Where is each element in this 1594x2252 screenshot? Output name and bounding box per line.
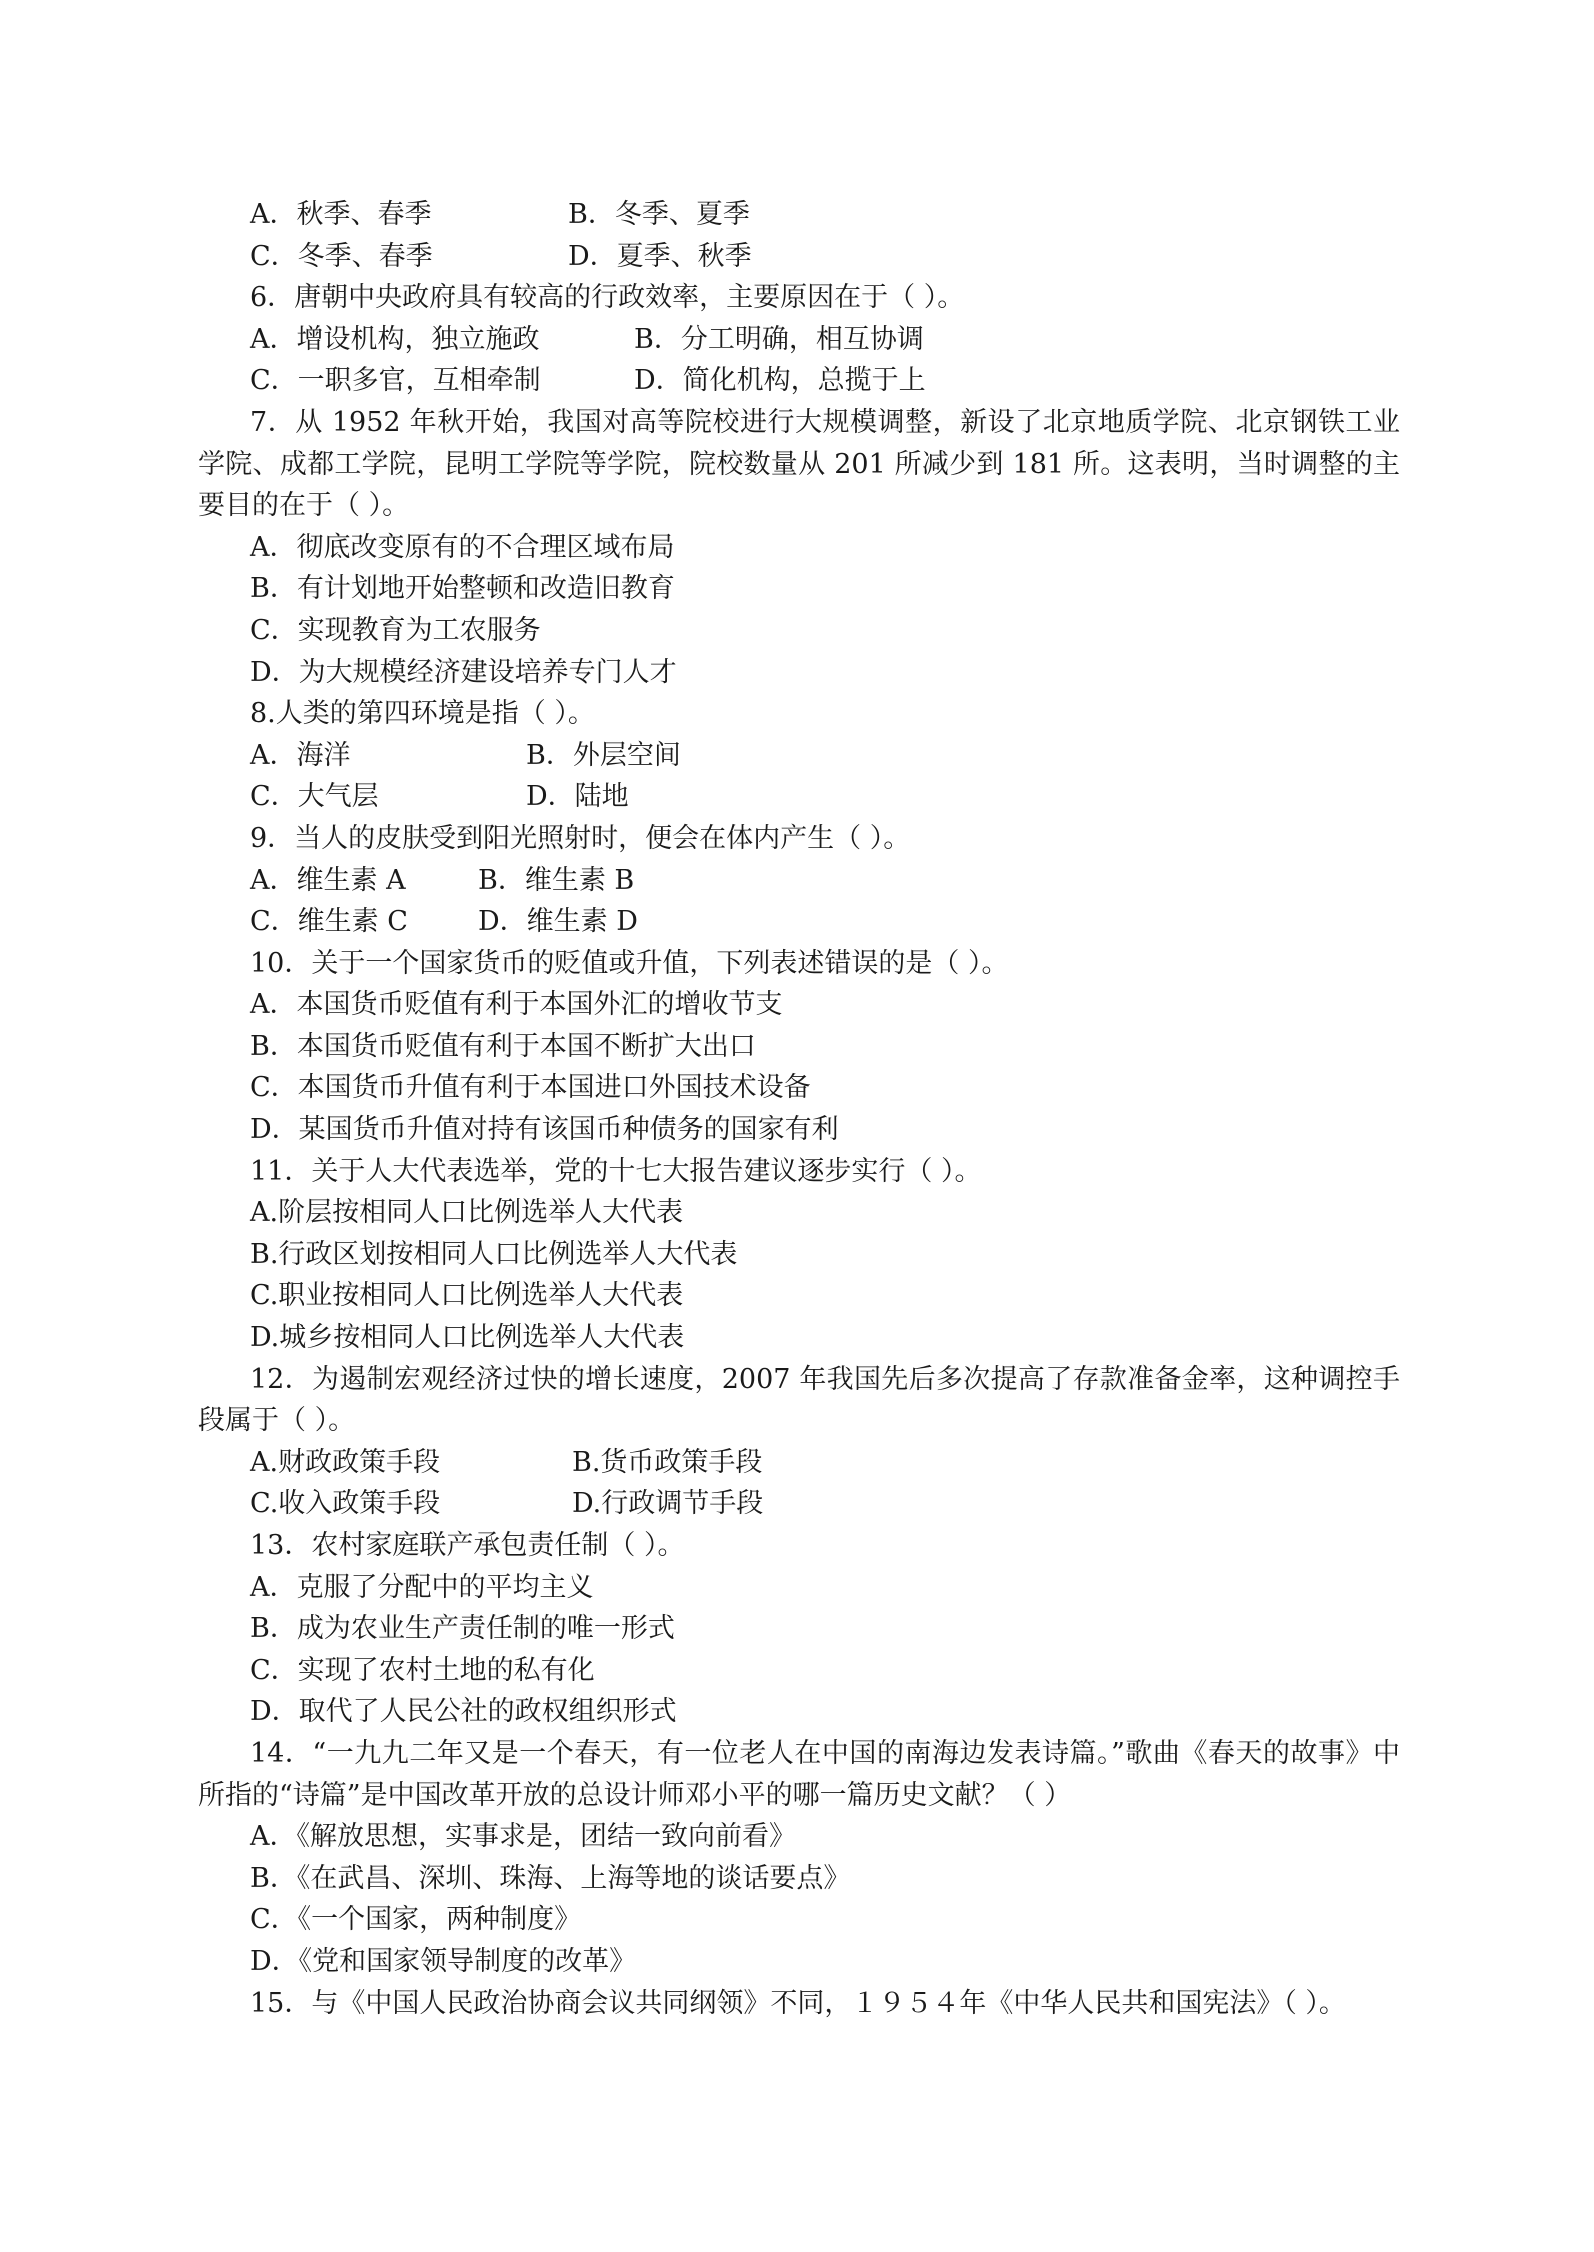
q6-option-a: A．增设机构，独立施政: [250, 323, 540, 355]
q12-options-row-1: [198, 1442, 1400, 1484]
q13-option-d: D．取代了人民公社的政权组织形式: [250, 1696, 677, 1728]
q9-options-row-2: [198, 901, 1400, 943]
q5-option-a: A．秋季、春季: [250, 199, 432, 230]
q12-option-d: D.行政调节手段: [572, 1488, 764, 1520]
q7-option-d: D．为大规模经济建设培养专门人才: [250, 656, 677, 688]
q9-stem: 9．当人的皮肤受到阳光照射时，便会在体内产生（ ）。: [250, 822, 911, 854]
q9-option-c: C．维生素 C: [250, 906, 408, 938]
q5-option-d: D．夏季、秋季: [568, 240, 752, 272]
q12-option-c: C.收入政策手段: [250, 1488, 441, 1520]
q5-options-row-1: [198, 194, 1400, 236]
q12-stem: 12．为遏制宏观经济过快的增长速度，2007 年我国先后多次提高了存款准备金率，这种调控手段属于（ ）。: [198, 1363, 1400, 1437]
q14-option-b: B．《在武昌、深圳、珠海、上海等地的谈话要点》: [250, 1862, 851, 1894]
q15-stem: 15．与《中国人民政治协商会议共同纲领》不同，１９５４年《中华人民共和国宪法》（ ）。: [250, 1987, 1346, 2019]
q10-stem: 10．关于一个国家货币的贬值或升值，下列表述错误的是（ ）。: [250, 947, 1009, 979]
q5-option-b: B．冬季、夏季: [568, 199, 750, 230]
q8-option-b: B．外层空间: [526, 739, 681, 771]
q13-option-a: A．克服了分配中的平均主义: [250, 1571, 594, 1603]
q6-option-d: D．简化机构，总揽于上: [634, 365, 926, 397]
q14-option-c: C．《一个国家，两种制度》: [250, 1904, 582, 1936]
q8-stem: 8.人类的第四环境是指（ ）。: [250, 698, 595, 730]
question-list: [198, 194, 1400, 2024]
q7-option-b: B．有计划地开始整顿和改造旧教育: [250, 573, 675, 605]
q10-option-d: D．某国货币升值对持有该国币种债务的国家有利: [250, 1114, 839, 1146]
q13-option-c: C．实现了农村土地的私有化: [250, 1654, 595, 1686]
q8-option-d: D．陆地: [526, 781, 629, 813]
q8-option-a: A．海洋: [250, 739, 351, 771]
q9-option-d: D．维生素 D: [478, 906, 638, 938]
q11-option-a: A.阶层按相同人口比例选举人大代表: [250, 1197, 684, 1229]
q6-options-row-2: [198, 360, 1400, 402]
q6-option-c: C．一职多官，互相牵制: [250, 365, 541, 397]
q11-option-d: D.城乡按相同人口比例选举人大代表: [250, 1322, 685, 1354]
q13-option-b: B．成为农业生产责任制的唯一形式: [250, 1613, 675, 1645]
q12-option-a: A.财政政策手段: [250, 1446, 441, 1478]
q9-options-row-1: [198, 860, 1400, 902]
q14-option-a: A．《解放思想，实事求是，团结一致向前看》: [250, 1821, 796, 1853]
q5-options-row-2: [198, 236, 1400, 278]
q7-option-a: A．彻底改变原有的不合理区域布局: [250, 531, 675, 563]
q11-option-b: B.行政区划按相同人口比例选举人大代表: [250, 1238, 738, 1270]
q6-stem: 6．唐朝中央政府具有较高的行政效率，主要原因在于（ ）。: [250, 282, 965, 314]
q7-option-c: C．实现教育为工农服务: [250, 614, 541, 646]
q5-option-c: C．冬季、春季: [250, 240, 433, 272]
q13-stem: 13．农村家庭联产承包责任制（ ）。: [250, 1530, 685, 1561]
q11-option-c: C.职业按相同人口比例选举人大代表: [250, 1280, 684, 1312]
q14-stem: 14．“一九九二年又是一个春天，有一位老人在中国的南海边发表诗篇。”歌曲《春天的故事》中所指的“诗篇”是中国改革开放的总设计师邓小平的哪一篇历史文献？（ ）: [198, 1737, 1400, 1811]
q10-option-a: A．本国货币贬值有利于本国外汇的增收节支: [250, 989, 783, 1021]
q12-options-row-2: [198, 1483, 1400, 1525]
q8-option-c: C．大气层: [250, 781, 379, 813]
q6-options-row-1: [198, 319, 1400, 361]
q14-option-d: D．《党和国家领导制度的改革》: [250, 1945, 637, 1977]
q11-stem: 11．关于人大代表选举，党的十七大报告建议逐步实行（ ）。: [250, 1155, 982, 1187]
q9-option-b: B．维生素 B: [478, 864, 635, 896]
q10-option-b: B．本国货币贬值有利于本国不断扩大出口: [250, 1030, 756, 1062]
q9-option-a: A．维生素 A: [250, 864, 406, 896]
q8-options-row-2: [198, 776, 1400, 818]
q12-option-b: B.货币政策手段: [572, 1446, 763, 1478]
q10-option-c: C．本国货币升值有利于本国进口外国技术设备: [250, 1072, 811, 1104]
q8-options-row-1: [198, 735, 1400, 777]
q6-option-b: B．分工明确，相互协调: [634, 323, 924, 355]
q7-stem: 7．从 1952 年秋开始，我国对高等院校进行大规模调整，新设了北京地质学院、北京钢铁工业学院、成都工学院，昆明工学院等学院，院校数量从 201 所减少到 181 所。这表明，当时调整的主要目的在于（ ）。: [198, 406, 1400, 522]
